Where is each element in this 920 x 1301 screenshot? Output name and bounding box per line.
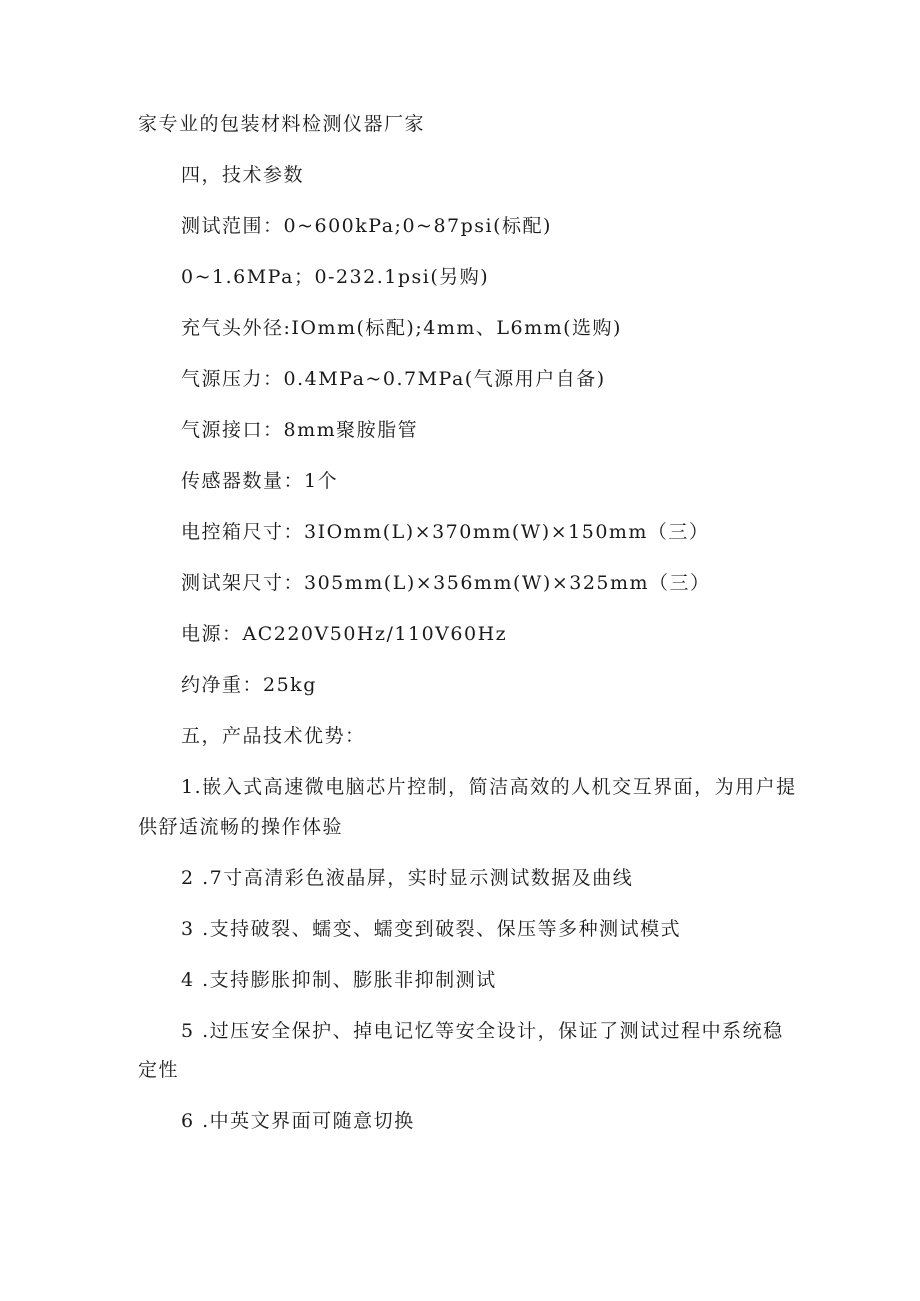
advantage-1-line-1: 1.嵌入式高速微电脑芯片控制，简洁高效的人机交互界面，为用户提 xyxy=(181,776,797,798)
advantage-4: 4 .支持膨胀抑制、膨胀非抑制测试 xyxy=(181,969,497,991)
param-net-weight: 约净重：25kg xyxy=(181,674,317,696)
param-air-port: 气源接口：8mm聚胺脂管 xyxy=(181,419,419,441)
advantage-1-line-2: 供舒适流畅的操作体验 xyxy=(138,816,344,838)
param-power: 电源：AC220V50Hz/110V60Hz xyxy=(181,623,508,645)
param-test-range: 测试范围：0~600kPa;0~87psi(标配) xyxy=(181,215,552,237)
section-5-heading: 五，产品技术优势： xyxy=(181,725,366,747)
param-test-range-optional: 0~1.6MPa；0-232.1psi(另购) xyxy=(181,266,490,288)
param-control-box-size: 电控箱尺寸：3IOmm(L)×370mm(W)×150mm（三） xyxy=(181,521,710,543)
advantage-5-line-2: 定性 xyxy=(138,1059,180,1081)
param-air-pressure: 气源压力：0.4MPa~0.7MPa(气源用户自备) xyxy=(181,368,606,390)
advantage-3: 3 .支持破裂、蠕变、蠕变到破裂、保压等多种测试模式 xyxy=(181,918,682,940)
param-inflation-head-diameter: 充气头外径:IOmm(标配);4mm、L6mm(选购) xyxy=(181,317,622,339)
advantage-6: 6 .中英文界面可随意切换 xyxy=(181,1110,415,1132)
param-sensor-count: 传感器数量：1个 xyxy=(181,470,339,492)
advantage-5-line-1: 5 .过压安全保护、掉电记忆等安全设计，保证了测试过程中系统稳 xyxy=(181,1020,784,1042)
param-test-frame-size: 测试架尺寸：305mm(L)×356mm(W)×325mm（三） xyxy=(181,572,711,594)
section-4-heading: 四，技术参数 xyxy=(181,164,305,186)
advantage-2: 2 .7寸高清彩色液晶屏，实时显示测试数据及曲线 xyxy=(181,867,634,889)
intro-continuation: 家专业的包装材料检测仪器厂家 xyxy=(138,113,426,135)
